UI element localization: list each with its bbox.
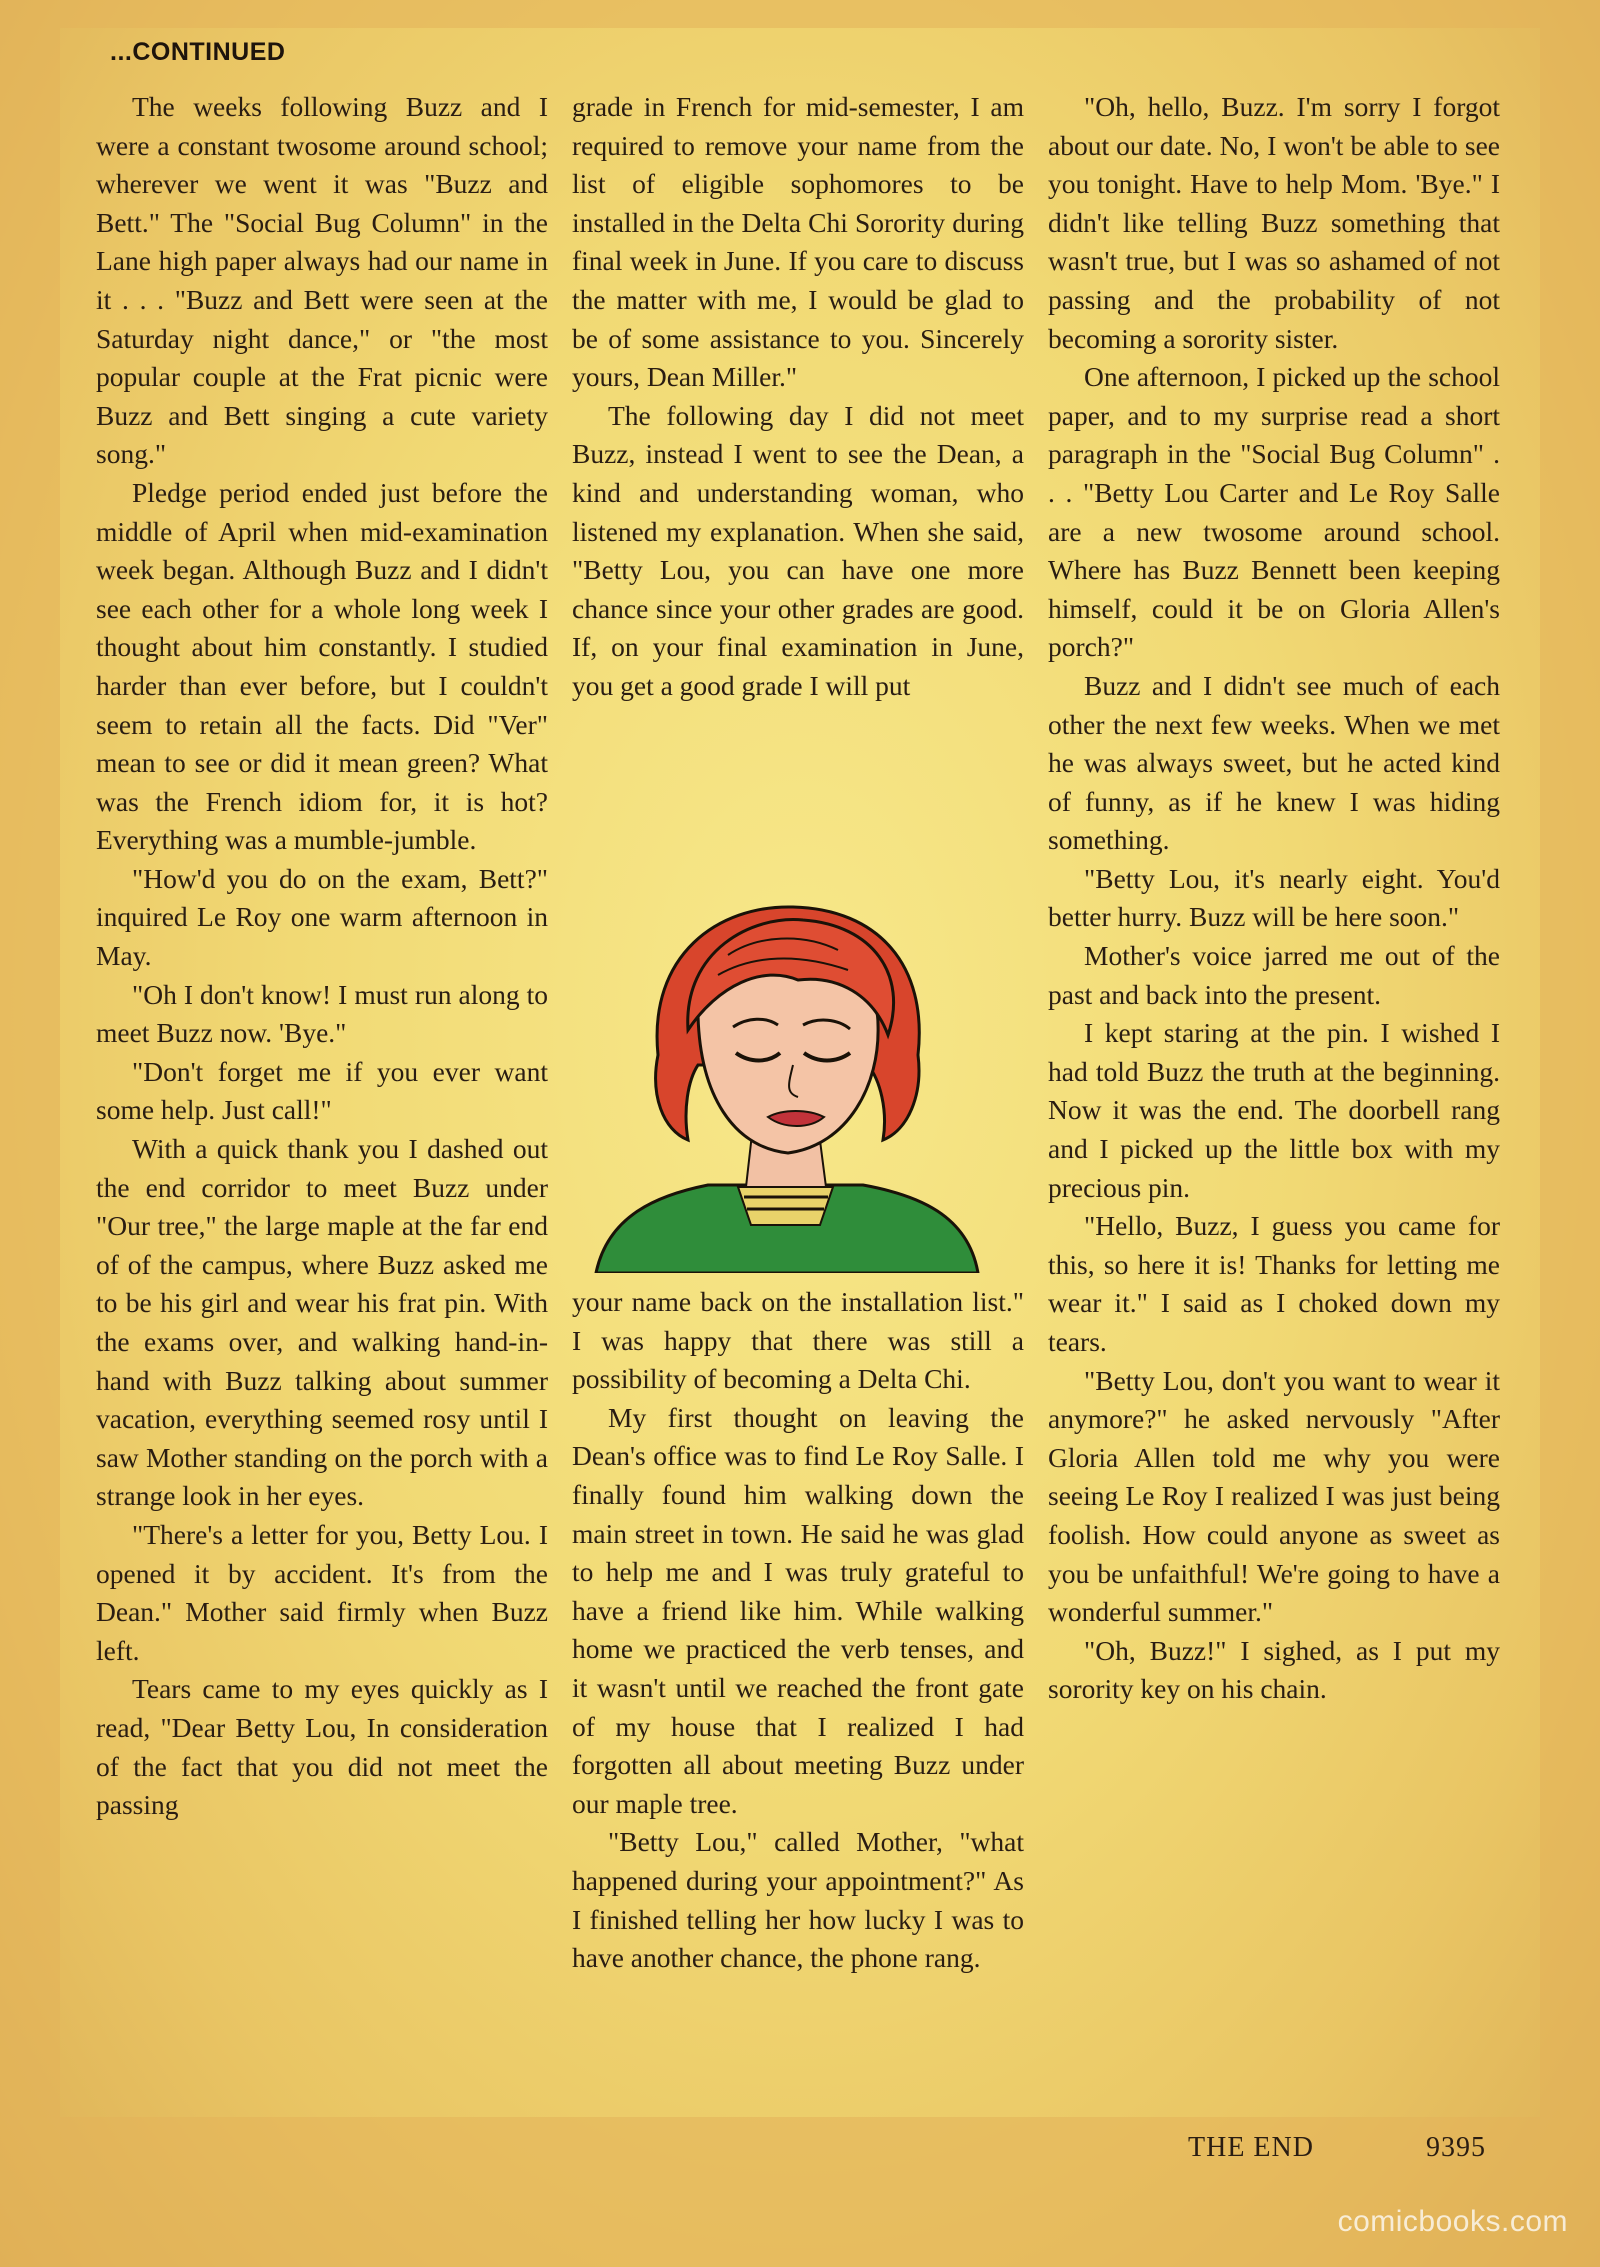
continued-header: ...CONTINUED — [110, 38, 286, 66]
story-paragraph: "Betty Lou," called Mother, "what happened during your appointment?" As I finished telling her how lucky I was to have another chance, the phone rang. — [572, 1826, 1024, 1974]
story-paragraph: "Don't forget me if you ever want some help. Just call!" — [96, 1055, 548, 1126]
watermark: comicbooks.com — [1337, 2205, 1568, 2238]
story-paragraph: grade in French for mid-semester, I am required to remove your name from the list of eligible sophomores to be installed in the Delta Chi Sorority during final week in June. If you care to discuss the matter with me, I would be glad to be of some assistance to you. Sincerely yours, Dean Miller." — [572, 91, 1024, 393]
story-paragraph: One afternoon, I picked up the school paper, and to my surprise read a short paragraph in the "Social Bug Column" . . . "Betty Lou Carter and Le Roy Salle are a new twosome around school. Where has Buzz Bennett been keeping himself, could it be on Gloria Allen's porch?" — [1048, 361, 1500, 663]
story-column-2-top — [572, 88, 1024, 706]
story-paragraph: "Hello, Buzz, I guess you came for this, so here it is! Thanks for letting me wear it." I said as I choked down my tears. — [1048, 1210, 1500, 1357]
story-paragraph: "Betty Lou, it's nearly eight. You'd better hurry. Buzz will be here soon." — [1048, 862, 1500, 933]
story-column-1 — [96, 88, 548, 1825]
the-end-label: THE END — [1188, 2132, 1314, 2163]
story-paragraph: "How'd you do on the exam, Bett?" inquired Le Roy one warm afternoon in May. — [96, 862, 548, 972]
story-paragraph: "Oh, hello, Buzz. I'm sorry I forgot about our date. No, I won't be able to see you tonight. Have to help Mom. 'Bye." I didn't like telling Buzz something that wasn't true, but I was so ashamed of not passing and the probability of not becoming a sorority sister. — [1048, 91, 1500, 354]
story-paragraph: Pledge period ended just before the middle of April when mid-examination week began. Although Buzz and I didn't see each other for a whole long week I thought about him constantly. I studied harder than ever before, but I couldn't seem to retain all the facts. Did "Ver" mean to see or did it mean green? What was the French idiom for, it is hot? Everything was a mumble-jumble. — [96, 476, 548, 856]
story-paragraph: My first thought on leaving the Dean's office was to find Le Roy Salle. I finally found him walking down the main street in town. He said he was glad to help me and I was truly grateful to have a friend like him. While walking home we practiced the verb tenses, and it wasn't until we reached the front gate of my house that I realized I had forgotten all about meeting Buzz under our maple tree. — [572, 1401, 1024, 1819]
story-column-2-bottom — [572, 1283, 1024, 1978]
story-paragraph: "Oh I don't know! I must run along to meet Buzz now. 'Bye." — [96, 978, 548, 1049]
story-paragraph: Buzz and I didn't see much of each other the next few weeks. When we met he was always sweet, but he acted kind of funny, as if he knew I was hiding something. — [1048, 669, 1500, 856]
story-paragraph: Mother's voice jarred me out of the past and back into the present. — [1048, 940, 1500, 1010]
story-paragraph: "Oh, Buzz!" I sighed, as I put my sorority key on his chain. — [1048, 1634, 1500, 1705]
story-paragraph: With a quick thank you I dashed out the end corridor to meet Buzz under "Our tree," the large maple at the far end of of the campus, where Buzz asked me to be his girl and wear his frat pin. With the exams over, and walking hand-in-hand with Buzz talking about summer vacation, everything seemed rosy until I saw Mother standing on the porch with a strange look in her eyes. — [96, 1133, 548, 1512]
story-paragraph: The following day I did not meet Buzz, instead I went to see the Dean, a kind and understanding woman, who listened my explanation. When she said, "Betty Lou, you can have one more chance since your other grades are good. If, on your final examination in June, you get a good grade I will put — [572, 399, 1024, 701]
story-paragraph: I kept staring at the pin. I wished I had told Buzz the truth at the beginning. Now it was the end. The doorbell rang and I picked up the little box with my precious pin. — [1048, 1017, 1500, 1203]
story-paragraph: your name back on the installation list." I was happy that there was still a possibility of becoming a Delta Chi. — [572, 1286, 1024, 1395]
story-paragraph: "Betty Lou, don't you want to wear it anymore?" he asked nervously "After Gloria Allen told me why you were seeing Le Roy I realized I was just being foolish. How could anyone as sweet as you be unfaithful! We're going to have a wonderful summer." — [1048, 1364, 1500, 1628]
page-footer — [1048, 2132, 1500, 2164]
betty-lou-portrait-illustration — [588, 895, 983, 1273]
story-paragraph: "There's a letter for you, Betty Lou. I opened it by accident. It's from the Dean." Mother said firmly when Buzz left. — [96, 1518, 548, 1666]
page-code: 9395 — [1426, 2132, 1486, 2163]
story-column-3 — [1048, 88, 1500, 1709]
striped-collar — [738, 1187, 833, 1225]
story-paragraph: Tears came to my eyes quickly as I read, "Dear Betty Lou, In consideration of the fact that you did not meet the passing — [96, 1673, 548, 1821]
story-paragraph: The weeks following Buzz and I were a constant twosome around school; wherever we went it was "Buzz and Bett." The "Social Bug Column" in the Lane high paper always had our name in it . . . "Buzz and Bett were seen at the Saturday night dance," or "the most popular couple at the Frat picnic were Buzz and Bett singing a cute variety song." — [96, 91, 548, 470]
